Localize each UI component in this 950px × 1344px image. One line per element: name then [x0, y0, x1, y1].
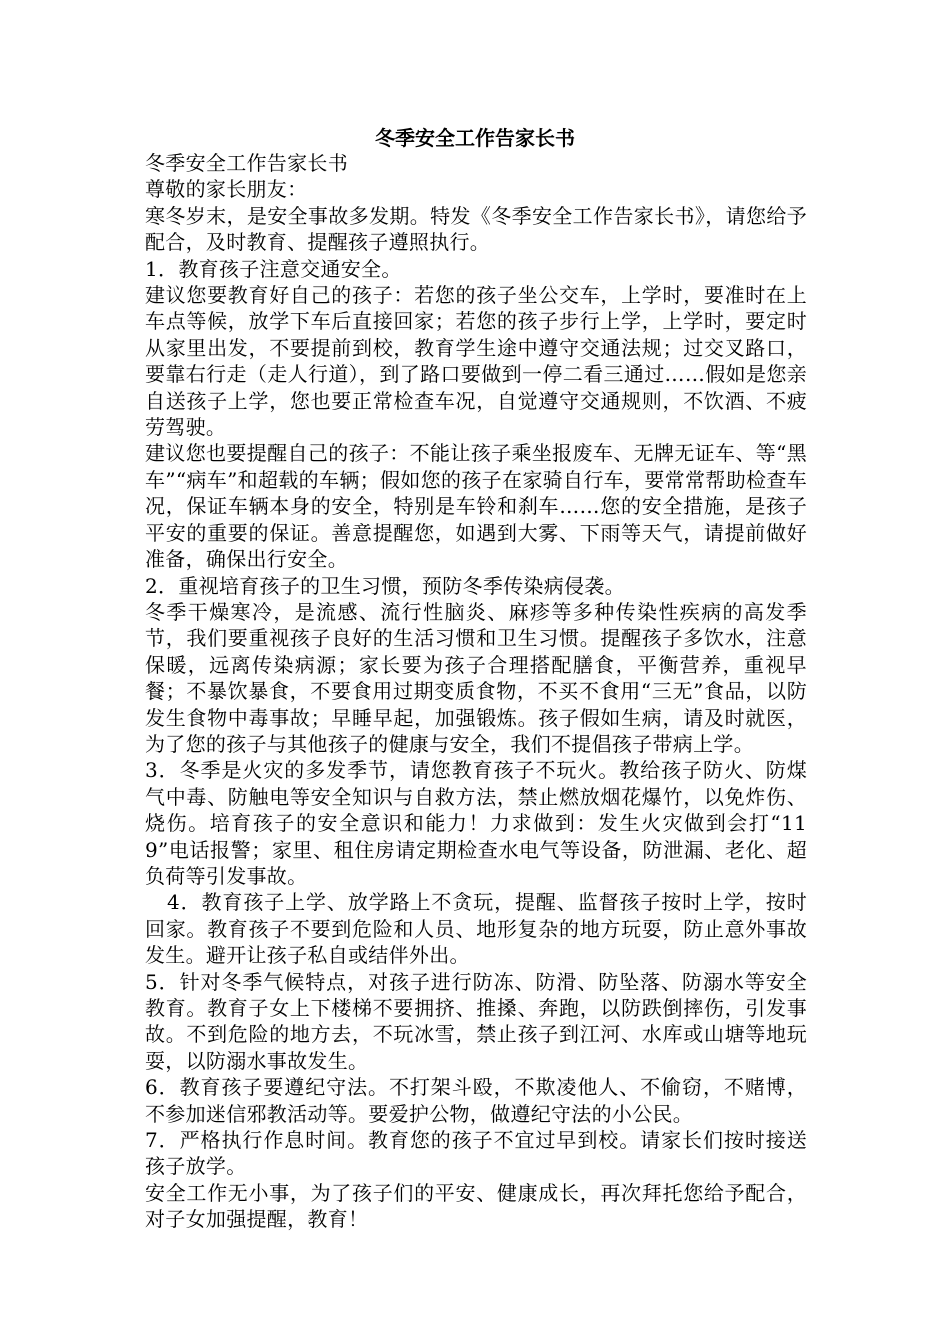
- section-7-paragraph: 7．严格执行作息时间。教育您的孩子不宜过早到校。请家长们按时接送孩子放学。: [145, 1128, 807, 1179]
- section-3-paragraph: 3．冬季是火灾的多发季节，请您教育孩子不玩火。教给孩子防火、防煤气中毒、防触电等安全知识与自救方法，禁止燃放烟花爆竹，以免炸伤、烧伤。培育孩子的安全意识和能力！力求做到：发生火灾做到会打“119”电话报警；家里、租住房请定期检查水电气等设备，防泄漏、老化、超负荷等引发事故。: [145, 758, 807, 888]
- section-1-paragraph-2: 建议您也要提醒自己的孩子：不能让孩子乘坐报废车、无牌无证车、等“黑车”“病车”和超载的车辆；假如您的孩子在家骑自行车，要常常帮助检查车况，保证车辆本身的安全，特别是车铃和刹车……您的安全措施，是孩子平安的重要的保证。善意提醒您，如遇到大雾、下雨等天气，请提前做好准备，确保出行安全。: [145, 441, 807, 572]
- salutation: 尊敬的家长朋友：: [145, 177, 308, 202]
- section-1-paragraph-1: 建议您要教育好自己的孩子：若您的孩子坐公交车，上学时，要准时在上车点等候，放学下车后直接回家；若您的孩子步行上学，上学时，要定时从家里出发，不要提前到校，教育学生途中遵守交通法规；过交叉路口，要靠右行走（走人行道），到了路口要做到一停二看三通过……假如是您亲自送孩子上学，您也要正常检查车况，自觉遵守交通规则，不饮酒、不疲劳驾驶。: [145, 283, 807, 440]
- document-body: [145, 150, 807, 1233]
- section-2-paragraph: 冬季干燥寒冷，是流感、流行性脑炎、麻疹等多种传染性疾病的高发季节，我们要重视孩子良好的生活习惯和卫生习惯。提醒孩子多饮水，注意保暖，远离传染病源；家长要为孩子合理搭配膳食，平衡营养，重视早餐；不暴饮暴食，不要食用过期变质食物，不买不食用“三无”食品，以防发生食物中毒事故；早睡早起，加强锻炼。孩子假如生病，请及时就医，为了您的孩子与其他孩子的健康与安全，我们不提倡孩子带病上学。: [145, 599, 807, 756]
- closing-paragraph: 安全工作无小事，为了孩子们的平安、健康成长，再次拜托您给予配合，对子女加强提醒，教育！: [145, 1180, 807, 1232]
- body-heading: 冬季安全工作告家长书: [145, 151, 348, 175]
- section-4-paragraph: 4．教育孩子上学、放学路上不贪玩，提醒、监督孩子按时上学，按时回家。教育孩子不要到危险和人员、地形复杂的地方玩耍，防止意外事故发生。避开让孩子私自或结伴外出。: [145, 890, 807, 968]
- intro-paragraph: 寒冬岁末，是安全事故多发期。特发《冬季安全工作告家长书》，请您给予配合，及时教育、提醒孩子遵照执行。: [145, 203, 807, 255]
- section-2-heading: 2．重视培育孩子的卫生习惯，预防冬季传染病侵袭。: [145, 573, 625, 598]
- section-1-heading: 1．教育孩子注意交通安全。: [145, 256, 402, 281]
- section-6-paragraph: 6．教育孩子要遵纪守法。不打架斗殴，不欺凌他人、不偷窃，不赌博，不参加迷信邪教活动等。要爱护公物，做遵纪守法的小公民。: [145, 1075, 807, 1126]
- section-5-paragraph: 5．针对冬季气候特点，对孩子进行防冻、防滑、防坠落、防溺水等安全教育。教育子女上下楼梯不要拥挤、推搡、奔跑，以防跌倒摔伤，引发事故。不到危险的地方去，不玩冰雪，禁止孩子到江河、水库或山塘等地玩耍，以防溺水事故发生。: [145, 969, 807, 1073]
- document-title: 冬季安全工作告家长书: [375, 126, 575, 150]
